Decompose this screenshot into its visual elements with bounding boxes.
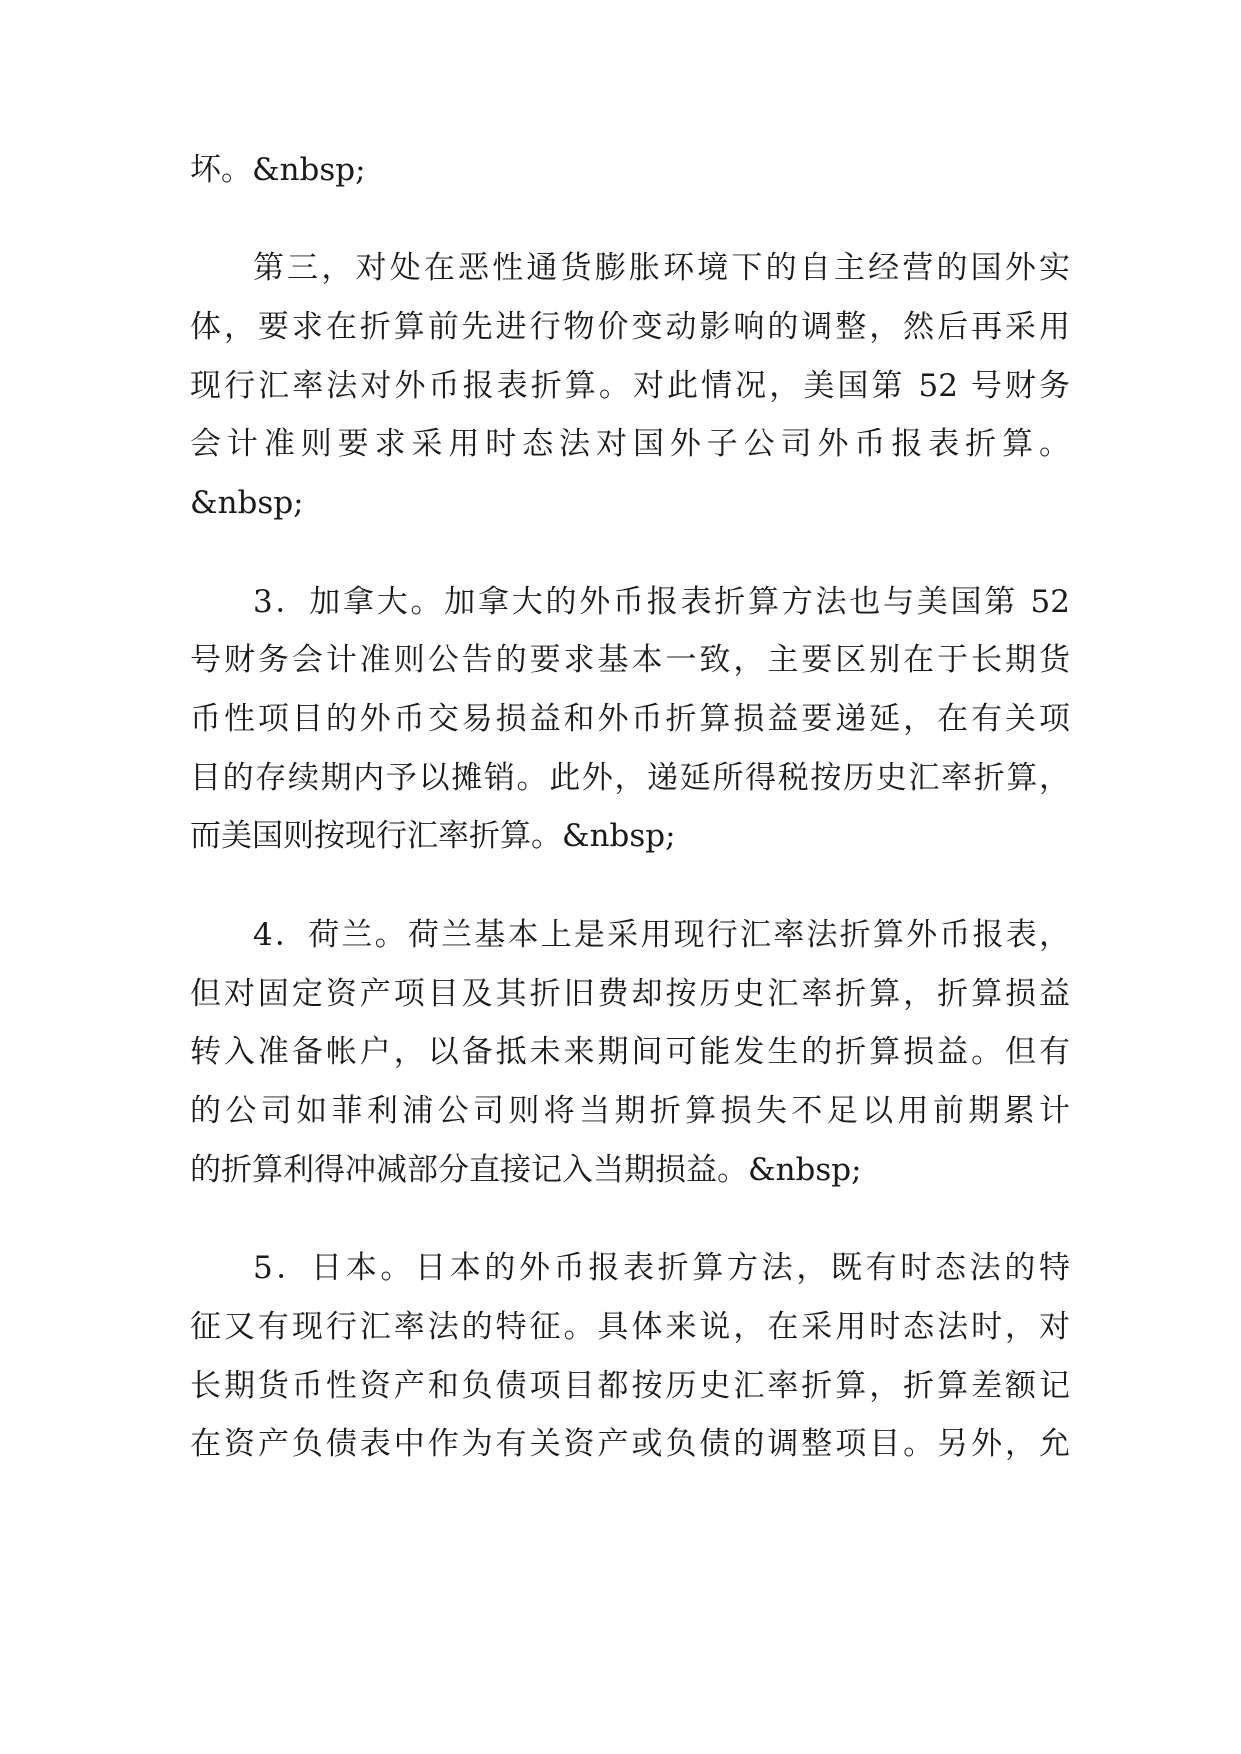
paragraph-line: 号财务会计准则公告的要求基本一致，主要区别在于长期货 xyxy=(190,642,1070,678)
paragraph-line: 现行汇率法对外币报表折算。对此情况，美国第 52 号财务 xyxy=(190,368,1070,404)
paragraph-line: 的公司如菲利浦公司则将当期折算损失不足以用前期累计 xyxy=(190,1093,1070,1129)
paragraph-line: 会计准则要求采用时态法对国外子公司外币报表折算。 xyxy=(190,426,1070,462)
paragraph-line: 体，要求在折算前先进行物价变动影响的调整，然后再采用 xyxy=(190,309,1070,345)
paragraph-line: 5．日本。日本的外币报表折算方法，既有时态法的特 xyxy=(253,1250,1070,1286)
paragraph-line: 征又有现行汇率法的特征。具体来说，在采用时态法时，对 xyxy=(190,1309,1070,1345)
paragraph-line: 目的存续期内予以摊销。此外，递延所得税按历史汇率折算， xyxy=(190,760,1070,796)
paragraph-line: 3．加拿大。加拿大的外币报表折算方法也与美国第 52 xyxy=(253,584,1070,620)
paragraph-line: 在资产负债表中作为有关资产或负债的调整项目。另外，允 xyxy=(190,1426,1070,1462)
paragraph-line: 长期货币性资产和负债项目都按历史汇率折算，折算差额记 xyxy=(190,1368,1070,1404)
paragraph-line: 4．荷兰。荷兰基本上是采用现行汇率法折算外币报表， xyxy=(253,917,1070,953)
paragraph-line: &nbsp; xyxy=(190,485,304,521)
paragraph-line: 币性项目的外币交易损益和外币折算损益要递延，在有关项 xyxy=(190,701,1070,737)
paragraph-line: 但对固定资产项目及其折旧费却按历史汇率折算，折算损益 xyxy=(190,976,1070,1012)
paragraph-line: 而美国则按现行汇率折算。&nbsp; xyxy=(190,818,676,854)
paragraph-line: 第三，对处在恶性通货膨胀环境下的自主经营的国外实 xyxy=(253,250,1070,286)
paragraph-line: 坏。&nbsp; xyxy=(190,152,366,188)
paragraph-line: 转入准备帐户，以备抵未来期间可能发生的折算损益。但有 xyxy=(190,1034,1070,1070)
paragraph-line: 的折算利得冲减部分直接记入当期损益。&nbsp; xyxy=(190,1152,862,1188)
